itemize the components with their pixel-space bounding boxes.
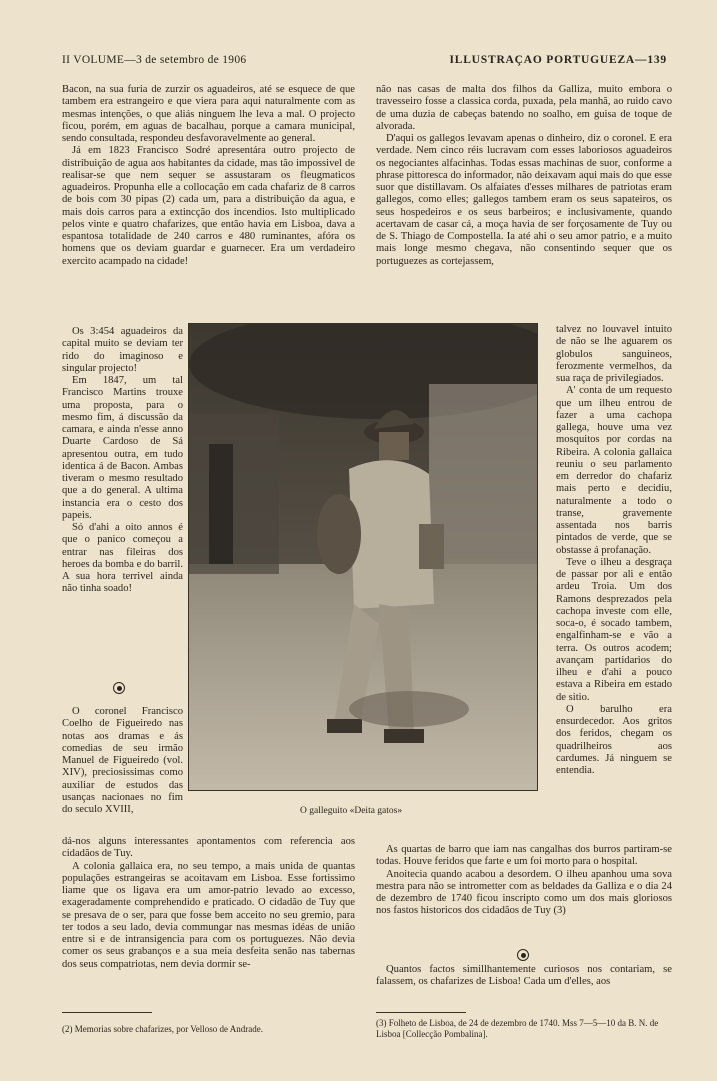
paragraph: Teve o ilheu a desgraça de passar por ali e então ardeu Troia. Um dos Ramons desprezados pela cachopa investe com elle, soca-o, é socado tambem, engalfinham-se e vão a terra. Os outros acodem; avançam partidarios do ilheu e d'ahi a pouco estava a Ribeira em estado de sitio. bbox=[556, 556, 672, 703]
header-volume-date: II VOLUME—3 de setembro de 1906 bbox=[62, 54, 247, 66]
paragraph: talvez no louvavel intuito de não se lhe aguarem os globulos sanguineos, ferozmente vermelhos, da sua raça de privilegiados. bbox=[556, 324, 672, 384]
paragraph: Os 3:454 aguadeiros da capital muito se deviam ter rido do imaginoso e singular projecto! bbox=[62, 326, 183, 374]
footnote-divider-left bbox=[62, 1012, 152, 1013]
left-column-bottom bbox=[62, 836, 355, 971]
paragraph: A' conta de um requesto que um ilheu entrou de fazer a uma cachopa gallega, houve uma vez mosquitos por cordas na Ribeira. A colonia gallaica reuniu o seu parlamento em derredor do chafariz mais perto e decidiu, naturalmente a todo o transe, gravemente assentada nos barris pintados de verde, que se obstasse á profanação. bbox=[556, 385, 672, 556]
paragraph: A colonia gallaica era, no seu tempo, a mais unida de quantas populações estrangeiras se acoitavam em Lisboa. Esse fortissimo liame que os ligava era um amor-patrio levado ao excesso, exageradamente comprehendido e praticado. O cidadão de Tuy que se presava de o ser, para que fosse bem acceito no seu gremio, para ter todos a seu lado, devia commungar nas mesmas idéas de união entre si e de intransigencia para com os portuguezes. Não devia comer os seus grabanços e a sua meia desfeita senão nas tabernas dos seus compatriotas, nem devia dormir se- bbox=[62, 860, 355, 970]
section-ornament-left bbox=[113, 682, 125, 694]
section-ornament-right bbox=[517, 949, 529, 961]
footnote-left: (2) Memorias sobre chafarizes, por Velloso de Andrade. bbox=[62, 1024, 264, 1034]
paragraph: O coronel Francisco Coelho de Figueiredo nas notas aos dramas e ás comedias de seu irmão Manuel de Figueiredo (vol. XIV), preciosissimas como auxiliar de estudos das usanças nacionaes no fim do seculo XVIII, bbox=[62, 706, 183, 815]
paragraph: As quartas de barro que iam nas cangalhas dos burros partiram-se todas. Houve feridos que farte e um foi morto para o hospital. bbox=[376, 844, 672, 868]
paragraph: dá-nos alguns interessantes apontamentos com referencia aos cidadãos de Tuy. bbox=[62, 836, 355, 860]
header-title-page-number: ILLUSTRAÇAO PORTUGUEZA—139 bbox=[449, 54, 667, 66]
paragraph: Bacon, na sua furia de zurzir os aguadeiros, até se esquece de que tambem era estrangeiro e que viera para aqui naturalmente com as mesmas intenções, o que aliás ninguem lhe leva a mal. O projecto ficou, porém, em aguas de bacalhau, porque a camara municipal, sendo consultada, respondeu desfavoravelmente ao general. bbox=[62, 84, 355, 144]
paragraph: D'aqui os gallegos levavam apenas o dinheiro, diz o coronel. E era verdade. Nem cinco réis lucravam com esses laboriosos aguadeiros os negociantes alfacinhas. Todas essas machinas de suor, conforme a phrase pittoresca do informador, não deixavam aqui mais do que esse suor que distillavam. Os alfaiates d'esses milhares de patriotas eram gallegos, como elles; gallegos tambem eram os seus sapateiros, os seus hospedeiros e os seus barbeiros; e inclusivamente, quando acertavam de casar cá, a moça havia de ser forçosamente de Tuy ou de S. Thiago de Compostella. Ia até ahi o seu amor patrio, e a muito mais longe mesmo chegava, não consentindo sequer que os portuguezes as cortejassem, bbox=[376, 133, 672, 267]
right-column-top bbox=[376, 84, 672, 324]
paragraph: Anoitecia quando acabou a desordem. O ilheu apanhou uma sova mestra para não se intrometter com as beldades da Galliza e o dia 24 de dezembro de 1740 ficou inscripto como um dos mais gloriosos nos fastos historicos dos cidadãos de Tuy (3) bbox=[376, 868, 672, 917]
right-column-bottom bbox=[376, 844, 672, 954]
footnote-divider-right bbox=[376, 1012, 466, 1013]
left-narrow-column bbox=[62, 326, 183, 706]
left-column-top bbox=[62, 84, 355, 326]
paragraph: Em 1847, um tal Francisco Martins trouxe uma proposta, para o mesmo fim, á discussão da camara, e ainda n'esse anno Duarte Cardoso de Sá apresentou outra, em tudo identica á de Bacon. Ambas tiveram o mesmo resultado que a do general. A ultima instancia era o cesto dos papeis. bbox=[62, 375, 183, 521]
photograph-boy-water-carrier bbox=[188, 323, 538, 791]
left-narrow-column-lower bbox=[62, 706, 183, 836]
paragraph: Quantos factos simillhantemente curiosos nos contariam, se falassem, os chafarizes de Lisboa! Cada um d'elles, aos bbox=[376, 964, 672, 988]
photo-illustration bbox=[189, 324, 537, 790]
paragraph: O barulho era ensurdecedor. Aos gritos dos feridos, chegam os quadrilheiros aos cardumes. Já ninguem se entendia. bbox=[556, 703, 672, 776]
paragraph: Só d'ahi a oito annos é que o panico começou a entrar nas fileiras dos heroes da bomba e do barril. A sua hora terrivel ainda não tinha soado! bbox=[62, 522, 183, 595]
paragraph: Já em 1823 Francisco Sodré apresentára outro projecto de distribuição de agua aos habitantes da cidade, mas tão impossivel de realisar-se que nem sequer se assustaram os fleugmaticos aguadeiros. Propunha elle a collocação em cada chafariz de 8 carros de bois com 30 pipas (2) cada um, para a distribuição da agua, e mais dois carros para a extincção dos incendios. Isto multiplicado pelos vinte e quatro chafarizes, que então havia em Lisboa, dava a espantosa totalidade de 240 carros e 480 ruminantes, afóra os homens que os deviam guardar e guarnecer. Era um verdadeiro exercito acampado na cidade! bbox=[62, 145, 355, 267]
photo-caption: O galleguito «Deita gatos» bbox=[300, 806, 403, 816]
footnote-right: (3) Folheto de Lisboa, de 24 de dezembro de 1740. Mss 7—5—10 da B. N. de Lisboa [Collecção Pombalina]. bbox=[376, 1018, 659, 1039]
paragraph: não nas casas de malta dos filhos da Galliza, muito embora o travesseiro fosse a classica corda, puxada, pela manhã, ao ruido cavo de uma duzia de cabeças batendo no soalho, em guisa de toque de alvorada. bbox=[376, 84, 672, 132]
right-column-closing bbox=[376, 964, 672, 1004]
right-narrow-column bbox=[556, 324, 672, 844]
